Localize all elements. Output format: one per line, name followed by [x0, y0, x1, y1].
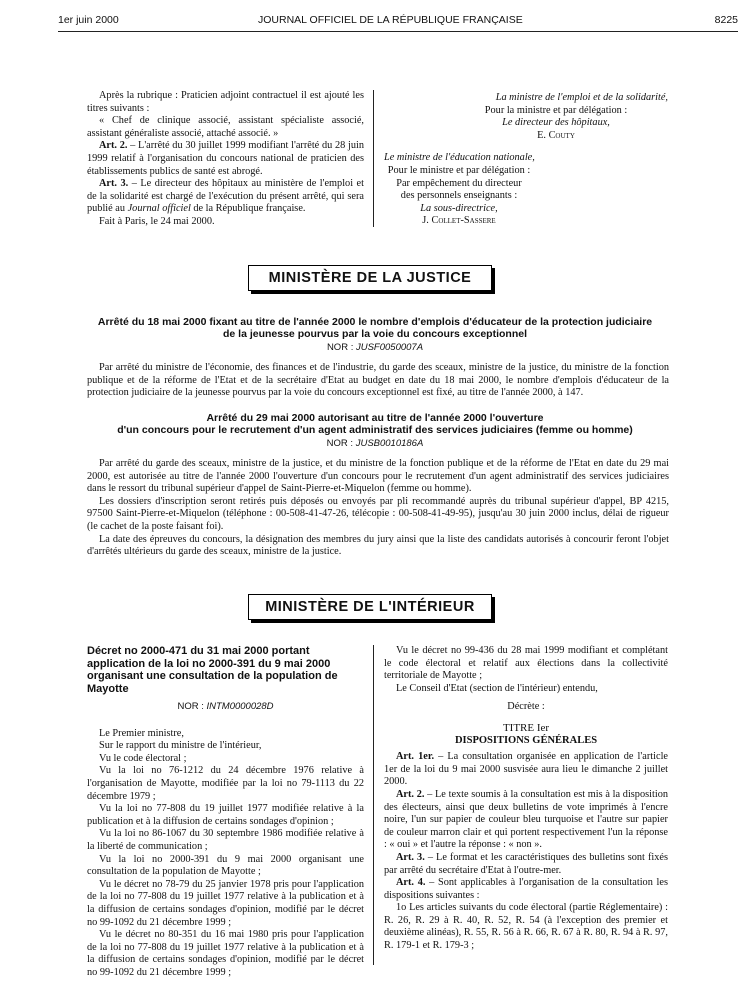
signature-line: Pour le ministre et par délégation :	[387, 164, 531, 176]
article-2: Art. 2. – L'arrêté du 30 juillet 1999 modifiant l'arrêté du 28 juin 1999 relatif à l'organisation du concours national de praticien des établissements publics de santé est abrogé.	[87, 140, 365, 177]
signature-name: E. Couty	[537, 129, 575, 141]
column-divider	[373, 645, 374, 965]
ministry-interieur-heading: MINISTÈRE DE L'INTÉRIEUR	[248, 594, 492, 620]
paragraph: Vu la loi no 2000-391 du 9 mai 2000 organisant une consultation de la population de Mayotte ;	[87, 853, 364, 878]
signature-minister: La ministre de l'emploi et de la solidarité,	[495, 92, 668, 103]
paragraph: Le Premier ministre,	[99, 727, 184, 739]
header-page-number: 8225	[714, 14, 738, 26]
signature-role: La sous-directrice,	[420, 202, 498, 214]
paragraph: Vu le décret no 80-351 du 16 mai 1980 pris pour l'application de la loi no 77-808 du 19 juillet 1977 relative à la publication et à la diffusion de certains sondages d'opinion, modifié par le décret no 99-1092 du 21 décembre 1999 ;	[87, 929, 364, 978]
page-header	[58, 14, 738, 28]
arrete-1-nor: NOR : JUSF0050007A	[326, 342, 424, 353]
paragraph: Vu le code électoral ;	[99, 752, 187, 764]
decrete: Décrète :	[507, 701, 545, 713]
paragraph: Vu le décret no 99-436 du 28 mai 1999 modifiant et complétant le code électoral et relatif aux élections dans la collectivité territoriale de Mayotte ;	[384, 645, 668, 682]
decret-left-column	[87, 645, 364, 979]
paragraph: Vu la loi no 76-1212 du 24 décembre 1976 relative à l'organisation de Mayotte, modifiée par la loi no 79-1113 du 22 décembre 1979 ;	[87, 765, 364, 802]
article-3: Art. 3. – Le format et les caractéristiques des bulletins sont fixés par arrêté du secrétaire d'Etat à l'outre-mer.	[384, 851, 668, 876]
paragraph: Vu le décret no 78-79 du 25 janvier 1978 pris pour l'application de la loi no 77-808 du 19 juillet 1977 relative à la publication et à la diffusion de certains sondages d'opinion, modifié par le décret no 99-1092 du 21 décembre 1999 ;	[87, 878, 364, 928]
dispositions-heading: DISPOSITIONS GÉNÉRALES	[454, 734, 598, 746]
article-4: Art. 4. – Sont applicables à l'organisation de la consultation les dispositions suivantes :	[384, 877, 668, 901]
signature-line: Pour la ministre et par délégation :	[484, 104, 628, 116]
arrete-2-title: Arrêté du 29 mai 2000 autorisant au titre de l'année 2000 l'ouverture d'un concours pour le recrutement d'un agent administratif des services judiciaires (femme ou homme)	[117, 412, 633, 436]
arrete-1-body	[87, 362, 669, 400]
paragraph: Après la rubrique : Praticien adjoint contractuel il est ajouté les titres suivants :	[87, 90, 364, 114]
article-3: Art. 3. – Le directeur des hôpitaux au ministère de l'emploi et de la solidarité est chargé de l'exécution du présent arrêté, qui sera publié au Journal officiel de la République française.	[87, 178, 364, 215]
header-date: 1er juin 2000	[58, 14, 119, 26]
decret-nor: NOR : INTM0000028D	[177, 701, 274, 712]
arrete-2-body	[87, 458, 669, 559]
top-right-column	[384, 92, 668, 228]
ministry-justice-heading: MINISTÈRE DE LA JUSTICE	[248, 265, 492, 291]
decret-right-column	[384, 645, 668, 953]
paragraph: Les dossiers d'inscription seront retirés puis déposés ou envoyés par pli recommandé auprès du tribunal supérieur d'appel, BP 4215, 97500 Saint-Pierre-et-Miquelon (téléphone : 00-508-41-47-26, télécopie : 00-508-41-49-95), jusqu'au 30 juin 2000 inclus, délai de rigueur (le cachet de la poste faisant foi).	[87, 495, 669, 532]
titre-heading: TITRE Ier	[502, 721, 550, 734]
arrete-2-nor: NOR : JUSB0010186A	[326, 438, 424, 449]
decret-title: Décret no 2000-471 du 31 mai 2000 portant application de la loi no 2000-391 du 9 mai 2000 organisant une consultation de la population de Mayotte	[87, 645, 338, 695]
signature-role: Le directeur des hôpitaux,	[502, 117, 610, 129]
paragraph: Vu la loi no 77-808 du 19 juillet 1977 modifiée relative à la publication et à la diffusion de certains sondages d'opinion ;	[87, 803, 364, 827]
header-journal: JOURNAL OFFICIEL DE LA RÉPUBLIQUE FRANÇAISE	[258, 14, 523, 26]
paragraph: Par arrêté du garde des sceaux, ministre de la justice, et du ministre de la fonction publique et de la réforme de l'Etat en date du 29 mai 2000, est autorisée au titre de l'année 2000 l'ouverture d'un concours pour le recrutement d'un agent administratif des services judiciaires dans le ressort du tribunal supérieur d'appel de Saint-Pierre-et-Miquelon (femme ou homme).	[87, 458, 669, 495]
signature-minister: Le ministre de l'éducation nationale,	[384, 152, 535, 164]
header-rule	[58, 31, 738, 32]
article-1: Art. 1er. – La consultation organisée en application de l'article 1er de la loi du 9 mai 2000 susvisée aura lieu le dimanche 2 juillet 2000.	[384, 751, 668, 788]
column-divider	[373, 90, 374, 227]
paragraph: Par arrêté du ministre de l'économie, des finances et de l'industrie, du garde des sceaux, ministre de la justice, du ministre de la fonction publique et de la réforme de l'Etat et de la secrétaire d'Etat au budget en date du 18 mai 2000, le nombre d'emplois d'éducateur de la protection judiciaire de la jeunesse pourvus par la voie du concours exceptionnel est fixé, au titre de l'année 2000, à 147.	[87, 362, 669, 399]
paragraph: Le Conseil d'Etat (section de l'intérieur) entendu,	[396, 682, 598, 694]
signature-line: des personnels enseignants :	[400, 190, 518, 202]
list-item: 1o Les articles suivants du code électoral (partie Réglementaire) : R. 26, R. 29 à R. 40, R. 52, R. 54 (à l'exception des premier et deuxième alinéas), R. 55, R. 56 à R. 66, R. 67 à R. 80, R. 94 à R. 97, R. 179-1 et R. 179-3 ;	[384, 902, 668, 952]
paragraph: La date des épreuves du concours, la désignation des membres du jury ainsi que la liste des candidats autorisés à concourir feront l'objet d'arrêtés ultérieurs du garde des sceaux, ministre de la justice.	[87, 533, 669, 558]
paragraph: Sur le rapport du ministre de l'intérieur,	[99, 740, 262, 752]
top-left-column	[87, 90, 364, 229]
paragraph: Vu la loi no 86-1067 du 30 septembre 1986 modifiée relative à la liberté de communication ;	[87, 828, 364, 852]
fait-a-paris: Fait à Paris, le 24 mai 2000.	[99, 215, 215, 227]
paragraph: « Chef de clinique associé, assistant spécialiste associé, assistant généraliste associé, attaché associé. »	[87, 115, 364, 139]
article-2: Art. 2. – Le texte soumis à la consultation est mis à la disposition des électeurs, ainsi que deux bulletins de vote imprimés à l'encre noire, l'un sur papier de couleur bleu turquoise et l'autre sur papier de couleur marron clair et qui portent respectivement l'un la réponse : « oui » et l'autre la réponse : « non ».	[384, 788, 668, 851]
arrete-1-title: Arrêté du 18 mai 2000 fixant au titre de l'année 2000 le nombre d'emplois d'éducateur de la protection judiciaire de la jeunesse pourvus par la voie du concours exceptionnel	[97, 316, 653, 340]
signature-name: J. Collet-Sassere	[422, 215, 496, 227]
signature-line: Par empêchement du directeur	[396, 177, 522, 189]
